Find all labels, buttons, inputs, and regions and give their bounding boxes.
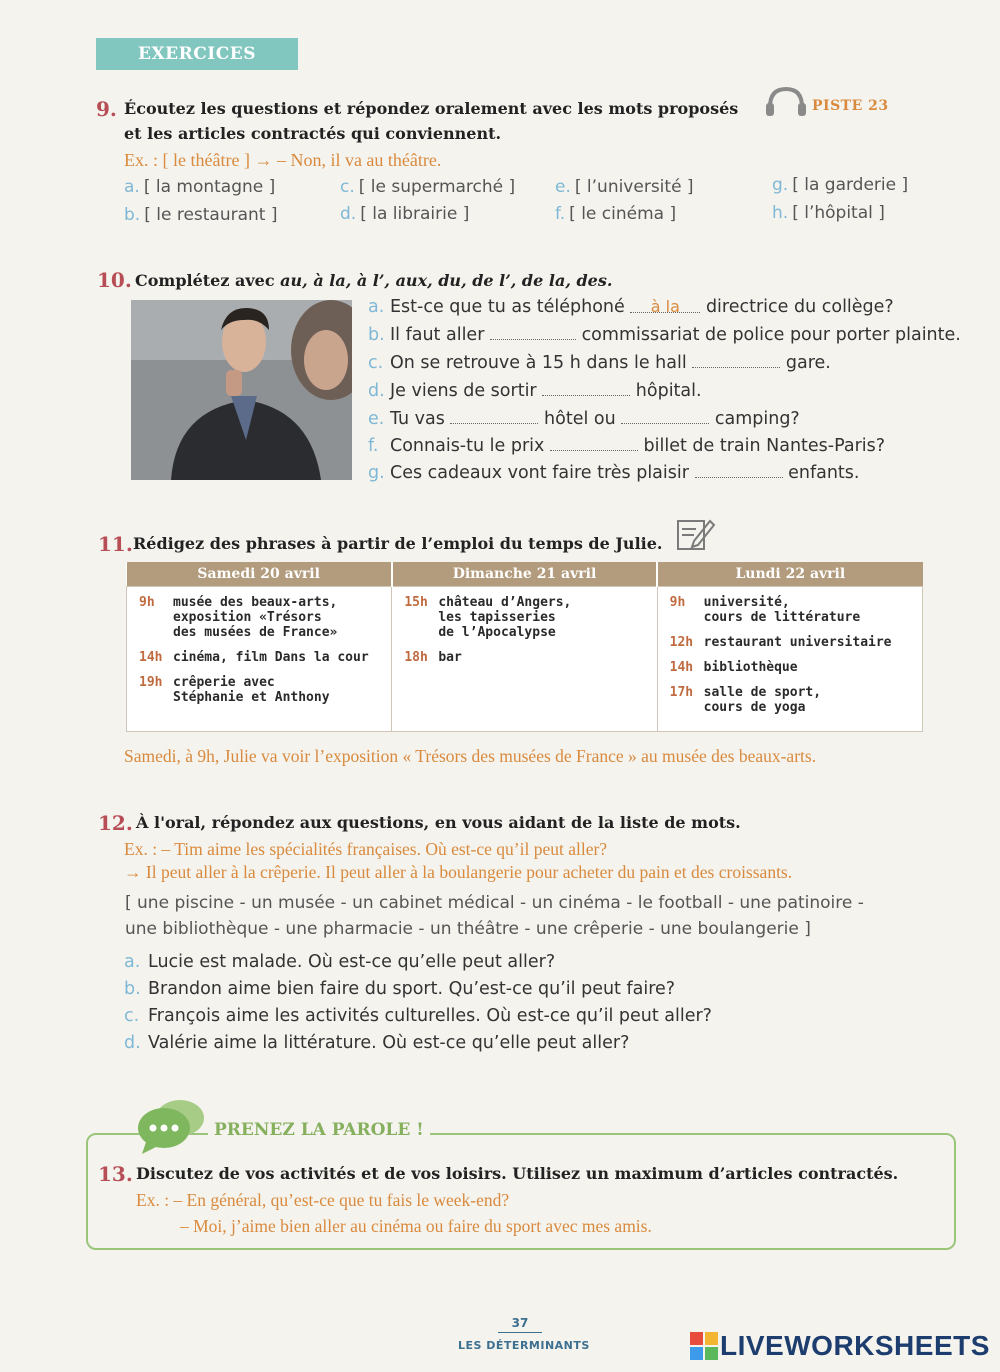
option-h: h. [ l’hôpital ] [772, 203, 885, 223]
speech-bubbles-icon [136, 1098, 206, 1156]
exercise-13-example-line1: Ex. : – En général, qu’est-ce que tu fais le week-end? [136, 1190, 510, 1210]
track-label: PISTE 23 [812, 98, 889, 114]
answer-field-g[interactable] [695, 462, 783, 478]
footer-divider [498, 1332, 542, 1333]
exercise-10-item-a: a. Est-ce que tu as téléphoné à la directrice du collège? [368, 297, 894, 317]
schedule-item: 17h salle de sport, cours de yoga [669, 684, 822, 715]
exercise-9-example: Ex. : [ le théâtre ] → – Non, il va au théâtre. [124, 150, 442, 170]
exercise-13-number: 13. [98, 1162, 133, 1186]
exercise-10-item-c: c. On se retrouve à 15 h dans le hall gare. [368, 353, 831, 373]
speaking-section-title: PRENEZ LA PAROLE ! [208, 1120, 430, 1140]
exercise-9-instruction-line1: Écoutez les questions et répondez oralement avec les mots proposés [124, 99, 739, 118]
exercise-10-item-g: g. Ces cadeaux vont faire très plaisir enfants. [368, 463, 860, 483]
schedule-column-sunday [392, 586, 657, 731]
schedule-column-saturday [127, 586, 392, 731]
page-number: 37 [511, 1316, 529, 1330]
answer-field-a[interactable]: à la [630, 297, 700, 313]
answer-field-f[interactable] [550, 435, 638, 451]
exercise-11-example: Samedi, à 9h, Julie va voir l’exposition « Trésors des musées de France » au musée des beaux-arts. [124, 746, 817, 766]
answer-field-b[interactable] [490, 324, 576, 340]
day-header-saturday: Samedi 20 avril [127, 562, 392, 586]
schedule-item: 9h université, cours de littérature [669, 594, 861, 625]
answer-field-c[interactable] [692, 352, 780, 368]
exercise-11-number: 11. [98, 532, 133, 556]
answer-field-e1[interactable] [450, 408, 538, 424]
exercise-12-item-b: b. Brandon aime bien faire du sport. Qu’est-ce qu’il peut faire? [124, 979, 676, 999]
section-banner: EXERCICES [96, 38, 298, 70]
exercise-12-item-c: c. François aime les activités culturelles. Où est-ce qu’il peut aller? [124, 1006, 712, 1026]
schedule-table [126, 562, 923, 732]
exercise-9-instruction-line2: et les articles contractés qui conviennent. [124, 124, 502, 143]
schedule-item: 14h bibliothèque [669, 659, 798, 675]
schedule-item: 12h restaurant universitaire [669, 634, 892, 650]
exercise-13-instruction: Discutez de vos activités et de vos loisirs. Utilisez un maximum d’articles contractés. [136, 1164, 899, 1183]
exercise-10-number: 10. [97, 268, 132, 292]
headphones-icon [764, 85, 808, 117]
exercise-10-item-e: e. Tu vas hôtel ou camping? [368, 409, 800, 429]
schedule-item: 9h musée des beaux-arts, exposition «Trésors des musées de France» [139, 594, 338, 640]
word-list-line1: [ une piscine - un musée - un cabinet médical - un cinéma - le football - une patinoire - [125, 893, 864, 913]
option-c: c. [ le supermarché ] [340, 177, 516, 197]
option-g: g. [ la garderie ] [772, 175, 909, 195]
day-header-monday: Lundi 22 avril [657, 562, 922, 586]
exercise-12-item-d: d. Valérie aime la littérature. Où est-ce qu’elle peut aller? [124, 1033, 630, 1053]
exercise-12-item-a: a. Lucie est malade. Où est-ce qu’elle peut aller? [124, 952, 556, 972]
liveworksheets-brand[interactable]: LIVEWORKSHEETS [720, 1330, 990, 1361]
schedule-column-monday [657, 586, 922, 731]
writing-icon [676, 515, 716, 551]
exercise-10-item-f: f. Connais-tu le prix billet de train Nantes-Paris? [368, 436, 886, 456]
schedule-item: 19h crêperie avec Stéphanie et Anthony [139, 674, 330, 705]
option-b: b. [ le restaurant ] [124, 205, 278, 225]
photo-man-on-phone [131, 300, 352, 480]
liveworksheets-logo-icon [690, 1332, 718, 1360]
exercise-12-instruction: À l'oral, répondez aux questions, en vous aidant de la liste de mots. [136, 813, 741, 832]
option-f: f. [ le cinéma ] [555, 204, 677, 224]
schedule-item: 14h cinéma, film Dans la cour [139, 649, 369, 665]
chapter-name: LES DÉTERMINANTS [458, 1339, 590, 1352]
day-header-sunday: Dimanche 21 avril [392, 562, 657, 586]
option-e: e. [ l’université ] [555, 177, 694, 197]
exercise-11-instruction: Rédigez des phrases à partir de l’emploi du temps de Julie. [133, 534, 663, 553]
exercise-9-number: 9. [96, 97, 117, 121]
answer-field-e2[interactable] [621, 408, 709, 424]
answer-field-d[interactable] [542, 380, 630, 396]
schedule-item: 15h château d’Angers, les tapisseries de l’Apocalypse [404, 594, 572, 640]
exercise-12-example-line1: Ex. : – Tim aime les spécialités françaises. Où est-ce qu’il peut aller? [124, 839, 608, 859]
option-a: a. [ la montagne ] [124, 177, 276, 197]
exercise-12-example-line2: → Il peut aller à la crêperie. Il peut aller à la boulangerie pour acheter du pain et des croissants. [124, 862, 793, 882]
word-list-line2: une bibliothèque - une pharmacie - un théâtre - une crêperie - une boulangerie ] [125, 919, 811, 939]
exercise-10-item-d: d. Je viens de sortir hôpital. [368, 381, 702, 401]
exercise-12-number: 12. [98, 811, 133, 835]
schedule-item: 18h bar [404, 649, 462, 665]
option-d: d. [ la librairie ] [340, 204, 470, 224]
exercise-10-instruction: Complétez avec au, à la, à l’, aux, du, de l’, de la, des. [135, 271, 613, 290]
exercise-13-example-line2: – Moi, j’aime bien aller au cinéma ou faire du sport avec mes amis. [180, 1216, 652, 1236]
exercise-10-item-b: b. Il faut aller commissariat de police pour porter plainte. [368, 325, 961, 345]
